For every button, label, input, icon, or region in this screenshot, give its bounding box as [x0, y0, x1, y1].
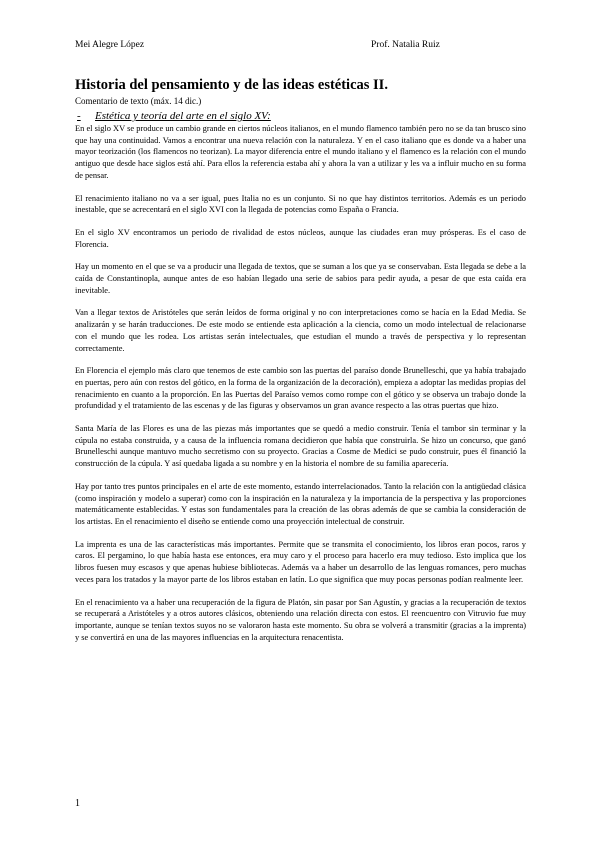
paragraph-3: En el siglo XV encontramos un periodo de rivalidad de estos núcleos, aunque las ciudades eran muy prósperas. Es el caso de Florencia. — [75, 227, 526, 249]
paragraph-4: Hay un momento en el que se va a producir una llegada de textos, que se suman a los que ya se conservaban. Esta llegada se debe a la caída de Constantinopla, aunque antes de eso habían llegado una serie de sabios para pedir ayuda, a pesar de que esta caída era inevitable. — [75, 262, 526, 295]
paragraph-7: Santa María de las Flores es una de las piezas más importantes que se quedó a medio construir. Tenía el tambor sin terminar y la cúpula no estaba construida, y a causa de la influencia romana decidieron que había que construirla. Se hizo un concurso, que ganó Brunelleschi aunque mantuvo mucho secretismo con su proyecto. Gracias a Cosme de Medici se pudo construir, pues él financió la construcción de la cúpula. Y así quedaba ligada a su nombre y en la historia el nombre de su familia aparecería. — [75, 424, 526, 469]
section-heading — [75, 109, 526, 123]
paragraph-6: En Florencia el ejemplo más claro que tenemos de este cambio son las puertas del paraíso donde Brunelleschi, que ya había trabajado en puertas, pero aún con restos del gótico, en la forma de la organización de la decoración), empieza a adoptar las medidas propias del renacimiento en cuanto a la proporción. En las Puertas del Paraíso vemos como rompe con el gótico y se observa un trabajo donde la profundidad y el tratamiento de las escenas y de las figuras y observamos un gran avance respecto a las otras puertas que hizo. — [75, 366, 526, 411]
paragraph-2: El renacimiento italiano no va a ser igual, pues Italia no es un conjunto. Si no que hay distintos territorios. Además es un periodo inestable, que se acrecentará en el siglo XVI con la llegada de potencias como España o Francia. — [75, 193, 526, 215]
paragraph-10: En el renacimiento va a haber una recuperación de la figura de Platón, sin pasar por San Agustín, y gracias a la recuperación de textos se recuperará a Aristóteles y a otros autores clásicos, obteniendo una relación directa con estos. El reencuentro con Vitruvio fue muy importante, aunque se tenían textos suyos no se valoraron hasta este momento. Su obra se volverá a transmitir (gracias a la imprenta) y se convertirá en una de las mayores influencias en la arquitectura renacentista. — [75, 597, 526, 642]
paragraph-9: La imprenta es una de las características más importantes. Permite que se transmita el conocimiento, los libros eran pocos, raros y caros. El pergamino, lo que había hasta ese entonces, era muy caro y el proceso para hacerlo era muy tedioso. Esto implica que los libros fuesen muy escasos y que apenas hubiese bibliotecas. Además va a haber un desarrollo de las lenguas romances, pero muchas veces para los tratados y la mayor parte de los libros estaban en latín. Lo que significa que muy pocas personas podían realmente leer. — [75, 539, 526, 584]
document-title: Historia del pensamiento y de las ideas estéticas II. — [75, 77, 388, 93]
section-bullet: - — [77, 110, 81, 122]
author-name: Mei Alegre López — [75, 40, 145, 50]
paragraph-5: Van a llegar textos de Aristóteles que serán leídos de forma original y no con interpretaciones como se hacía en la Edad Media. Se analizarán y se harán traducciones. De este modo se entiende esta aplicación a la ciencia, como un modo intelectual de relacionarse con el mundo que les rodea. Los artistas serán intelectuales, que estudian el mundo a través de perspectiva y lo representan correctamente. — [75, 308, 526, 353]
paragraph-1: En el siglo XV se produce un cambio grande en ciertos núcleos italianos, en el mundo flamenco también pero no se da tan brusco sino que hay una continuidad. Vamos a encontrar una nueva relación con la naturaleza. Y en el caso italiano que es donde va a haber una mayor teorización (los flamencos no teorizan). La mayor diferencia entre el mundo italiano y el flamenco es la relación con el mundo antiguo que desde hace siglos está ahí. Para ellos la referencia estaba ahí y ahora la van a utilizar y les va a influir mucho en su forma de pensar. — [75, 124, 526, 180]
document-body — [75, 76, 526, 643]
page-number: 1 — [75, 798, 80, 809]
section-heading-text: Estética y teoría del arte en el siglo XV: — [95, 110, 271, 122]
professor-name: Prof. Natalia Ruiz — [371, 40, 440, 50]
document-subtitle: Comentario de texto (máx. 14 dic.) — [75, 96, 202, 106]
paragraph-8: Hay por tanto tres puntos principales en el arte de este momento, estando interrelacionados. Tanto la relación con la antigüedad clásica (como inspiración y modelo a superar) como con la inspiración en la naturaleza y la importancia de la perspectiva y las proporciones matemáticamente establecidas. Y estas son fundamentales para la creación de las obras además de que se cambia la consideración de los artistas. En el renacimiento el diseño se entiende como una proyección intelectual de construir. — [75, 481, 526, 526]
